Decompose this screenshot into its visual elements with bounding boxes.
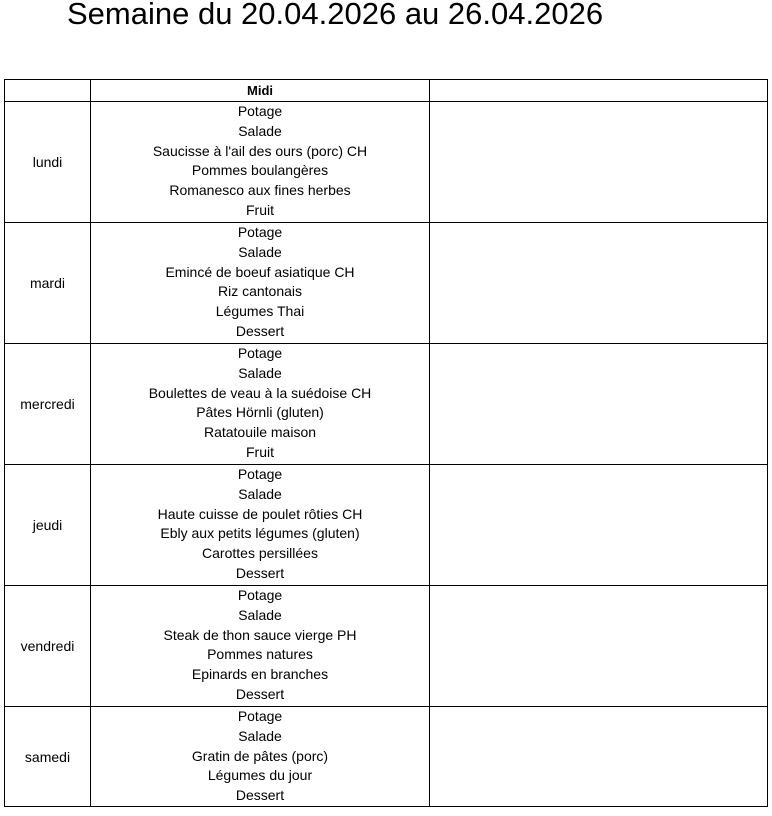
dish-list	[91, 465, 430, 586]
dish-item: Potage	[237, 708, 283, 724]
dish-item: Salade	[238, 364, 282, 381]
empty-cell	[430, 465, 768, 586]
table-row-mercredi	[5, 344, 768, 465]
dish-item: Emincé de boeuf asiatique CH	[165, 263, 355, 280]
dish-list	[91, 102, 430, 223]
dish-item: Salade	[238, 243, 282, 260]
header-row	[5, 80, 768, 102]
day-label: samedi	[5, 707, 91, 807]
day-label: lundi	[5, 102, 91, 223]
dish-list	[91, 586, 430, 707]
dish-item: Pâtes Hörnli (gluten)	[196, 404, 324, 421]
menu-table	[4, 79, 768, 807]
table-row-samedi	[5, 707, 768, 807]
dish-list	[91, 344, 430, 465]
dish-item: Pommes natures	[207, 646, 313, 663]
dish-item: Dessert	[235, 322, 285, 339]
header-midi-cell: Midi	[91, 80, 430, 102]
dish-item: Steak de thon sauce vierge PH	[163, 626, 357, 643]
dish-item: Potage	[237, 103, 283, 119]
dish-item: Ratatouile maison	[203, 424, 317, 441]
header-extra-cell	[430, 80, 768, 102]
empty-cell	[430, 223, 768, 344]
dish-item: Gratin de pâtes (porc)	[191, 747, 329, 764]
dish-item: Ebly aux petits légumes (gluten)	[160, 525, 360, 542]
empty-cell	[430, 102, 768, 223]
dish-item: Fruit	[246, 443, 274, 460]
day-label: mercredi	[5, 344, 91, 465]
empty-cell	[430, 586, 768, 707]
dish-item: Salade	[238, 606, 282, 623]
dish-item: Boulettes de veau à la suédoise CH	[148, 384, 372, 401]
dish-item: Fruit	[246, 201, 274, 218]
day-label: jeudi	[5, 465, 91, 586]
empty-cell	[430, 344, 768, 465]
dish-item: Potage	[237, 345, 283, 361]
dish-item: Dessert	[235, 564, 285, 581]
table-row-jeudi	[5, 465, 768, 586]
dish-item: Carottes persillées	[202, 545, 318, 562]
dish-item: Potage	[237, 587, 283, 603]
dish-item: Pommes boulangères	[191, 162, 329, 179]
dish-item: Potage	[237, 466, 283, 482]
dish-item: Romanesco aux fines herbes	[169, 182, 351, 199]
dish-item: Saucisse à l'ail des ours (porc) CH	[152, 142, 368, 159]
dish-item: Salade	[238, 485, 282, 502]
day-label: vendredi	[5, 586, 91, 707]
page-title: Semaine du 20.04.2026 au 26.04.2026	[67, 0, 604, 31]
table-row-mardi	[5, 223, 768, 344]
dish-item: Légumes Thai	[215, 303, 305, 320]
table-row-lundi	[5, 102, 768, 223]
dish-item: Epinards en branches	[191, 666, 329, 683]
dish-item: Salade	[238, 727, 282, 744]
table-row-vendredi	[5, 586, 768, 707]
dish-item: Légumes du jour	[207, 767, 313, 784]
header-day-cell	[5, 80, 91, 102]
dish-item: Riz cantonais	[217, 283, 303, 300]
dish-item: Dessert	[235, 685, 285, 702]
dish-list	[91, 707, 430, 807]
dish-item: Salade	[238, 122, 282, 139]
day-label: mardi	[5, 223, 91, 344]
dish-list	[91, 223, 430, 344]
empty-cell	[430, 707, 768, 807]
dish-item: Haute cuisse de poulet rôties CH	[157, 505, 363, 522]
dish-item: Dessert	[235, 787, 285, 804]
dish-item: Potage	[237, 224, 283, 240]
